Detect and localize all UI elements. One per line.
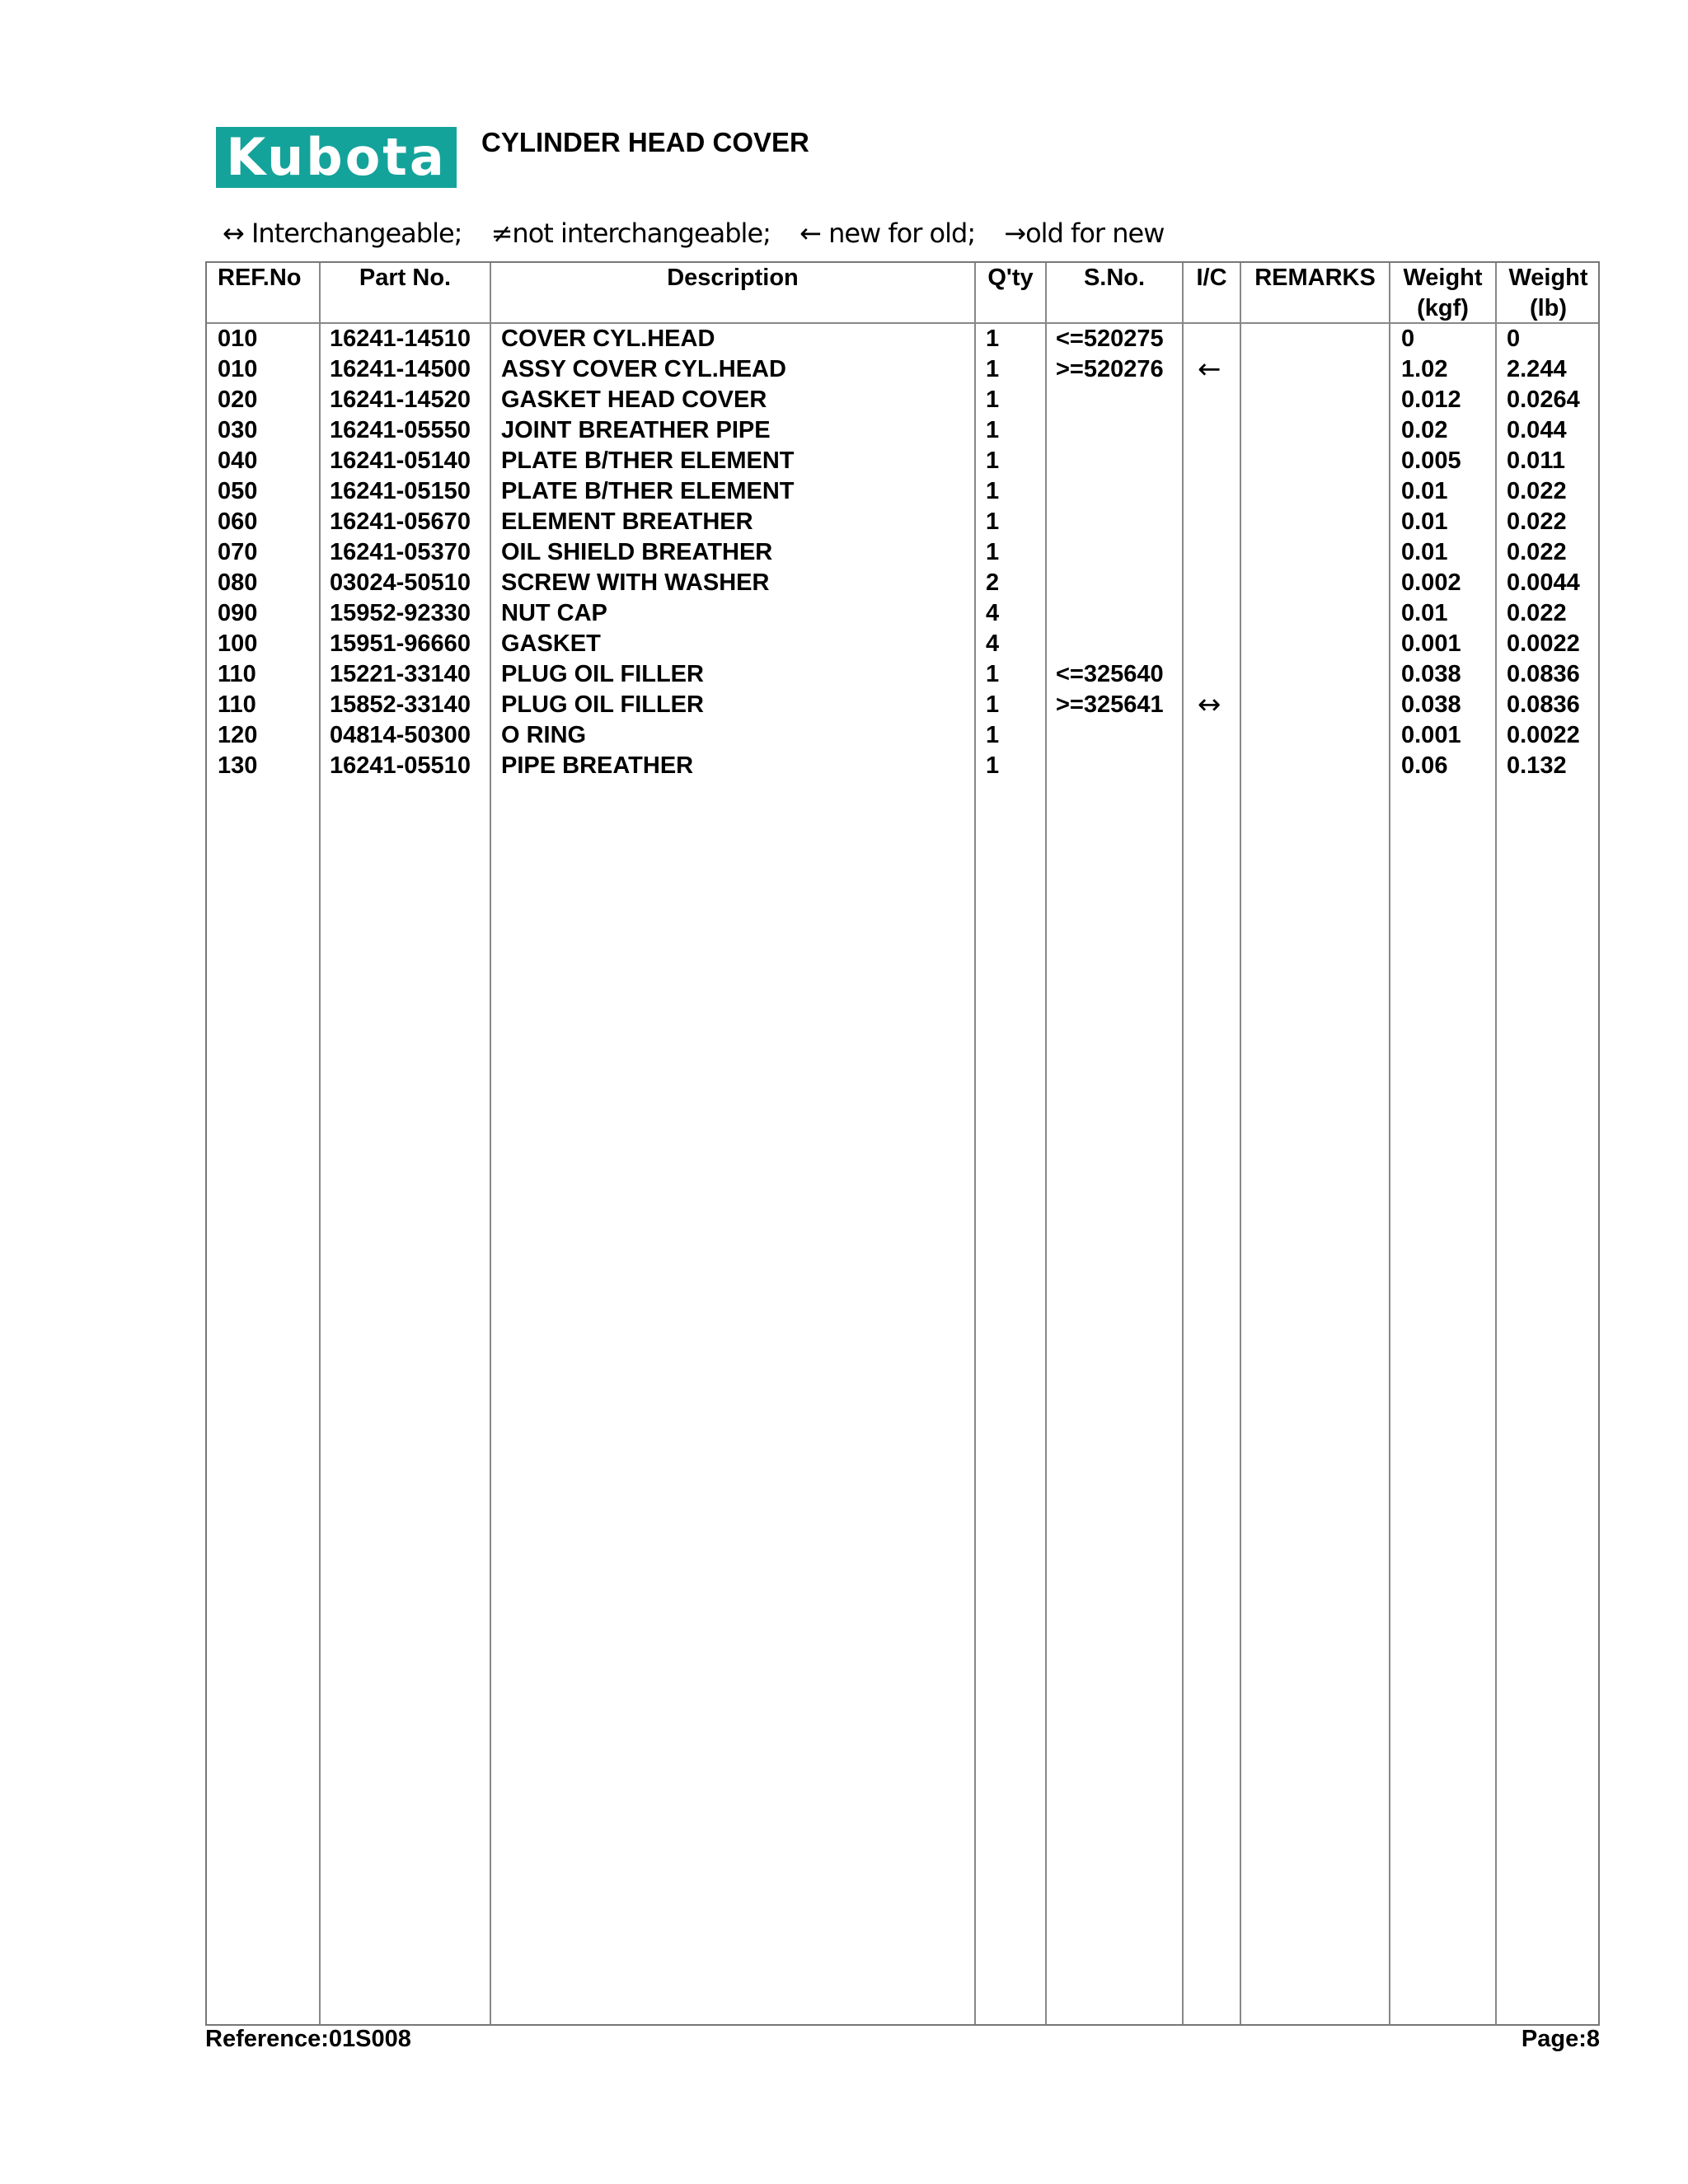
table-row	[207, 415, 1598, 446]
cell-weight-lb: 0.0836	[1507, 661, 1580, 687]
cell-part-no: 16241-05370	[330, 539, 471, 565]
cell-quantity: 1	[986, 691, 1000, 718]
cell-ic: ←	[1198, 353, 1221, 386]
cell-ref-no: 030	[218, 417, 258, 443]
cell-weight-kgf: 0.02	[1401, 417, 1448, 443]
cell-ref-no: 100	[218, 630, 258, 657]
cell-quantity: 1	[986, 478, 1000, 504]
parts-table	[205, 261, 1600, 2026]
cell-weight-kgf: 0.002	[1401, 569, 1461, 596]
cell-weight-kgf: 0	[1401, 326, 1415, 352]
cell-description: GASKET	[501, 630, 601, 657]
legend-not-interchangeable: ≠not interchangeable;	[490, 218, 771, 249]
cell-ref-no: 130	[218, 752, 258, 779]
cell-description: PIPE BREATHER	[501, 752, 694, 779]
cell-quantity: 1	[986, 539, 1000, 565]
cell-ref-no: 020	[218, 387, 258, 413]
cell-quantity: 2	[986, 569, 1000, 596]
cell-part-no: 16241-05140	[330, 448, 471, 474]
cell-description: COVER CYL.HEAD	[501, 326, 715, 352]
cell-serial-no: <=520275	[1056, 326, 1164, 352]
cell-quantity: 1	[986, 752, 1000, 779]
cell-description: ELEMENT BREATHER	[501, 509, 753, 535]
cell-part-no: 16241-05670	[330, 509, 471, 535]
cell-weight-kgf: 0.001	[1401, 722, 1461, 748]
table-row	[207, 659, 1598, 690]
cell-serial-no: <=325640	[1056, 661, 1164, 687]
header-weight-kgf-line1: Weight	[1403, 265, 1483, 291]
cell-description: SCREW WITH WASHER	[501, 569, 770, 596]
header-remarks: REMARKS	[1254, 265, 1376, 291]
cell-ref-no: 090	[218, 600, 258, 626]
table-row	[207, 629, 1598, 659]
table-row	[207, 537, 1598, 568]
cell-description: OIL SHIELD BREATHER	[501, 539, 773, 565]
cell-part-no: 16241-14510	[330, 326, 471, 352]
cell-quantity: 4	[986, 600, 1000, 626]
cell-weight-lb: 0	[1507, 326, 1521, 352]
cell-quantity: 1	[986, 722, 1000, 748]
cell-weight-lb: 0.132	[1507, 752, 1567, 779]
table-row	[207, 507, 1598, 537]
table-row	[207, 720, 1598, 751]
legend-interchangeable: ↔ Interchangeable;	[223, 218, 462, 249]
cell-weight-lb: 0.044	[1507, 417, 1567, 443]
cell-weight-lb: 0.022	[1507, 600, 1567, 626]
table-row	[207, 690, 1598, 720]
cell-ref-no: 010	[218, 356, 258, 382]
cell-part-no: 16241-05150	[330, 478, 471, 504]
header-weight-kgf	[1390, 263, 1495, 324]
header-weight-kgf-line2: (kgf)	[1417, 295, 1469, 321]
cell-quantity: 1	[986, 417, 1000, 443]
cell-ic: ↔	[1198, 688, 1221, 721]
cell-ref-no: 060	[218, 509, 258, 535]
header-quantity: Q'ty	[987, 265, 1034, 291]
header-weight-lb-line2: (lb)	[1529, 295, 1568, 321]
cell-description: PLUG OIL FILLER	[501, 661, 704, 687]
cell-ref-no: 050	[218, 478, 258, 504]
cell-ref-no: 110	[218, 691, 256, 718]
table-row	[207, 476, 1598, 507]
cell-description: PLATE B/THER ELEMENT	[501, 478, 795, 504]
table-row	[207, 324, 1598, 354]
cell-part-no: 04814-50300	[330, 722, 471, 748]
cell-weight-lb: 0.022	[1507, 478, 1567, 504]
cell-quantity: 1	[986, 356, 1000, 382]
cell-weight-lb: 0.0044	[1507, 569, 1580, 596]
cell-serial-no: >=520276	[1056, 356, 1164, 382]
cell-ref-no: 070	[218, 539, 258, 565]
cell-weight-kgf: 0.012	[1401, 387, 1461, 413]
cell-quantity: 1	[986, 387, 1000, 413]
cell-weight-kgf: 0.06	[1401, 752, 1448, 779]
cell-weight-kgf: 0.038	[1401, 691, 1461, 718]
cell-description: ASSY COVER CYL.HEAD	[501, 356, 786, 382]
cell-ref-no: 010	[218, 326, 258, 352]
table-row	[207, 598, 1598, 629]
cell-quantity: 1	[986, 326, 1000, 352]
cell-weight-kgf: 0.038	[1401, 661, 1461, 687]
header-serial-no: S.No.	[1083, 265, 1146, 291]
cell-weight-lb: 0.0264	[1507, 387, 1580, 413]
cell-part-no: 15951-96660	[330, 630, 471, 657]
cell-quantity: 1	[986, 661, 1000, 687]
cell-description: PLATE B/THER ELEMENT	[501, 448, 795, 474]
cell-weight-lb: 0.0022	[1507, 722, 1580, 748]
table-row	[207, 385, 1598, 415]
cell-weight-lb: 2.244	[1507, 356, 1567, 382]
cell-description: GASKET HEAD COVER	[501, 387, 767, 413]
legend-old-for-new: →old for new	[1004, 218, 1165, 249]
cell-part-no: 16241-14500	[330, 356, 471, 382]
page-title: CYLINDER HEAD COVER	[481, 127, 809, 157]
footer-reference: Reference:01S008	[205, 2026, 411, 2052]
cell-weight-kgf: 0.01	[1401, 478, 1448, 504]
logo-text: Kubota	[226, 127, 447, 187]
header-weight-lb	[1497, 263, 1600, 324]
cell-weight-lb: 0.022	[1507, 509, 1567, 535]
cell-part-no: 15221-33140	[330, 661, 471, 687]
header-description: Description	[667, 265, 799, 291]
cell-description: NUT CAP	[501, 600, 607, 626]
cell-weight-kgf: 0.001	[1401, 630, 1461, 657]
cell-part-no: 16241-14520	[330, 387, 471, 413]
cell-weight-lb: 0.0836	[1507, 691, 1580, 718]
cell-description: O RING	[501, 722, 587, 748]
cell-quantity: 4	[986, 630, 1000, 657]
table-row	[207, 751, 1598, 781]
cell-description: JOINT BREATHER PIPE	[501, 417, 771, 443]
table-row	[207, 568, 1598, 598]
cell-weight-kgf: 0.005	[1401, 448, 1461, 474]
cell-weight-kgf: 0.01	[1401, 509, 1448, 535]
cell-description: PLUG OIL FILLER	[501, 691, 704, 718]
header-ic: I/C	[1196, 265, 1227, 291]
cell-serial-no: >=325641	[1056, 691, 1164, 718]
cell-part-no: 16241-05510	[330, 752, 471, 779]
table-row	[207, 354, 1598, 385]
cell-weight-lb: 0.022	[1507, 539, 1567, 565]
cell-weight-kgf: 0.01	[1401, 539, 1448, 565]
header-ref-no: REF.No	[218, 265, 302, 291]
cell-weight-kgf: 1.02	[1401, 356, 1448, 382]
kubota-logo	[216, 127, 457, 188]
cell-part-no: 15952-92330	[330, 600, 471, 626]
cell-weight-lb: 0.0022	[1507, 630, 1580, 657]
cell-part-no: 16241-05550	[330, 417, 471, 443]
cell-part-no: 03024-50510	[330, 569, 471, 596]
header-part-no: Part No.	[359, 265, 452, 291]
interchangeability-legend	[223, 218, 1185, 249]
cell-ref-no: 040	[218, 448, 258, 474]
cell-quantity: 1	[986, 448, 1000, 474]
header-weight-lb-line1: Weight	[1508, 265, 1588, 291]
cell-quantity: 1	[986, 509, 1000, 535]
footer-page-number: Page:8	[1521, 2026, 1600, 2052]
legend-new-for-old: ← new for old;	[799, 218, 976, 249]
cell-ref-no: 120	[218, 722, 258, 748]
table-row	[207, 446, 1598, 476]
cell-weight-lb: 0.011	[1507, 448, 1565, 474]
cell-part-no: 15852-33140	[330, 691, 471, 718]
cell-ref-no: 110	[218, 661, 256, 687]
cell-ref-no: 080	[218, 569, 258, 596]
cell-weight-kgf: 0.01	[1401, 600, 1448, 626]
